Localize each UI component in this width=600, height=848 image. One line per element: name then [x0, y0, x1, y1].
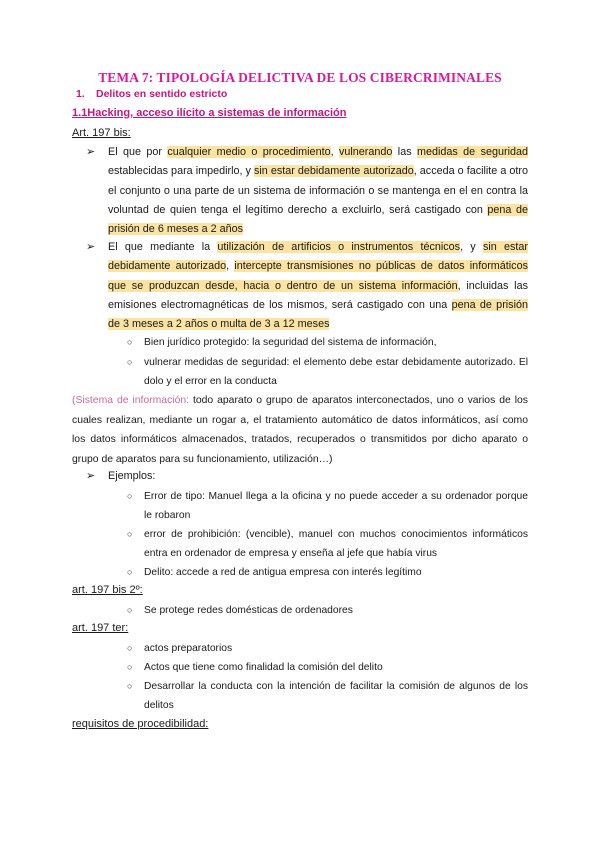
list-item — [127, 677, 528, 716]
circle-bullet-icon: ○ — [127, 357, 133, 367]
text-run: El que por — [108, 146, 168, 158]
circle-bullet-icon: ○ — [127, 605, 133, 615]
article-197-bis-label: Art. 197 bis: — [72, 127, 131, 139]
requisitos-heading: requisitos de procedibilidad: — [72, 718, 209, 730]
text-run: , — [226, 260, 235, 273]
bullet-ejemplos — [86, 467, 528, 486]
highlighted-text: utilización de artificios o instrumentos técnicos — [217, 241, 461, 253]
list-item — [127, 658, 528, 677]
article-197-ter-label: art. 197 ter: — [72, 622, 129, 634]
arrow-bullet-icon: ➢ — [86, 146, 96, 158]
defined-term: Sistema de información: — [75, 395, 190, 406]
circle-bullet-icon: ○ — [127, 491, 133, 501]
circle-bullet-icon: ○ — [127, 567, 133, 577]
sub-item-text: Bien jurídico protegido: la seguridad del sistema de información, — [144, 337, 437, 348]
list-item — [127, 601, 528, 620]
text-run: , — [330, 146, 339, 158]
circle-bullet-icon: ○ — [127, 681, 133, 691]
arrow-bullet-icon: ➢ — [86, 241, 96, 253]
list-item-text: error de prohibición: (vencible), manuel con muchos conocimientos informáticos entra en ordenador de empresa y enseña al jefe que había virus — [144, 529, 528, 560]
highlighted-text: sin estar debidamente autorizado — [253, 165, 414, 178]
list-item-text: Se protege redes domésticas de ordenadores — [144, 605, 353, 616]
text-run: establecidas para impedirlo, y — [108, 165, 254, 178]
sistema-definition-paragraph — [72, 391, 528, 469]
definition-text: todo aparato o grupo de aparatos interconectados, uno o varios de los cuales realizan, mediante un rogar a, el tratamiento automático de datos informáticos, así como los datos informáticos almacenados, tratados, recuperados o transmitidos por dicho aparato o grupo de aparatos para su funcionamiento, utilización…) — [72, 395, 528, 465]
section-number: 1. — [76, 88, 85, 100]
sub-item-vulnerar — [127, 353, 528, 392]
page-title: TEMA 7: TIPOLOGÍA DELICTIVA DE LOS CIBERCRIMINALES — [98, 70, 502, 85]
article-197-bis-2-label: art. 197 bis 2º: — [72, 584, 143, 596]
section-label: Delitos en sentido estricto — [96, 88, 228, 100]
highlighted-text: pena de prisión de 3 meses a 2 años o multa de 3 a 12 meses — [108, 298, 528, 331]
highlighted-text: pena de prisión de 6 meses a 2 años — [108, 203, 528, 236]
subsection-heading: 1.1Hacking, acceso ilícito a sistemas de información — [72, 107, 347, 119]
text-run: El que mediante la — [108, 241, 218, 253]
section-heading — [76, 88, 228, 100]
text-run: las — [392, 146, 417, 158]
text-run: , acceda o facilite a otro el conjunto o una parte de un sistema de información o se mantenga en el en contra la voluntad de quien tenga el legítimo derecho a excluirlo, será castigado con — [108, 165, 528, 216]
highlighted-text: medidas de seguridad — [416, 146, 528, 158]
arrow-bullet-icon: ➢ — [86, 470, 96, 482]
circle-bullet-icon: ○ — [127, 337, 133, 347]
list-item — [127, 525, 528, 564]
circle-bullet-icon: ○ — [127, 662, 133, 672]
circle-bullet-icon: ○ — [127, 643, 133, 653]
list-item-text: Desarrollar la conducta con la intención de facilitar la comisión de algunos de los delitos — [144, 681, 528, 712]
text-run: , y — [460, 241, 483, 253]
list-item — [127, 639, 528, 658]
text-run: , incluidas las emisiones electromagnéticas de los mismos, será castigado con una — [108, 279, 528, 311]
bullet-art197bis-1 — [86, 143, 528, 239]
list-item-text: Actos que tiene como finalidad la comisión del delito — [144, 662, 383, 673]
list-item-text: Error de tipo: Manuel llega a la oficina y no puede acceder a su ordenador porque le robaron — [144, 491, 528, 522]
highlighted-text: sin estar debidamente autorizado — [108, 241, 528, 273]
sub-item-bien-juridico — [127, 333, 528, 352]
ejemplos-label: Ejemplos: — [108, 470, 156, 482]
sub-item-text: vulnerar medidas de seguridad: el elemento debe estar debidamente autorizado. El dolo y el error en la conducta — [144, 357, 528, 388]
list-item — [127, 487, 528, 526]
highlighted-text: cualquier medio o procedimiento — [167, 146, 331, 158]
list-item-text: Delito: accede a red de antigua empresa con interés legítimo — [144, 567, 422, 578]
circle-bullet-icon: ○ — [127, 529, 133, 539]
bullet-art197bis-2 — [86, 238, 528, 334]
list-item-text: actos preparatorios — [144, 643, 233, 654]
paren-open: ( — [72, 395, 76, 406]
list-item — [127, 563, 528, 582]
highlighted-text: intercepte transmisiones no públicas de datos informáticos que se produzcan desde, hacia o dentro de un sistema información — [108, 260, 528, 292]
highlighted-text: vulnerando — [338, 146, 393, 158]
